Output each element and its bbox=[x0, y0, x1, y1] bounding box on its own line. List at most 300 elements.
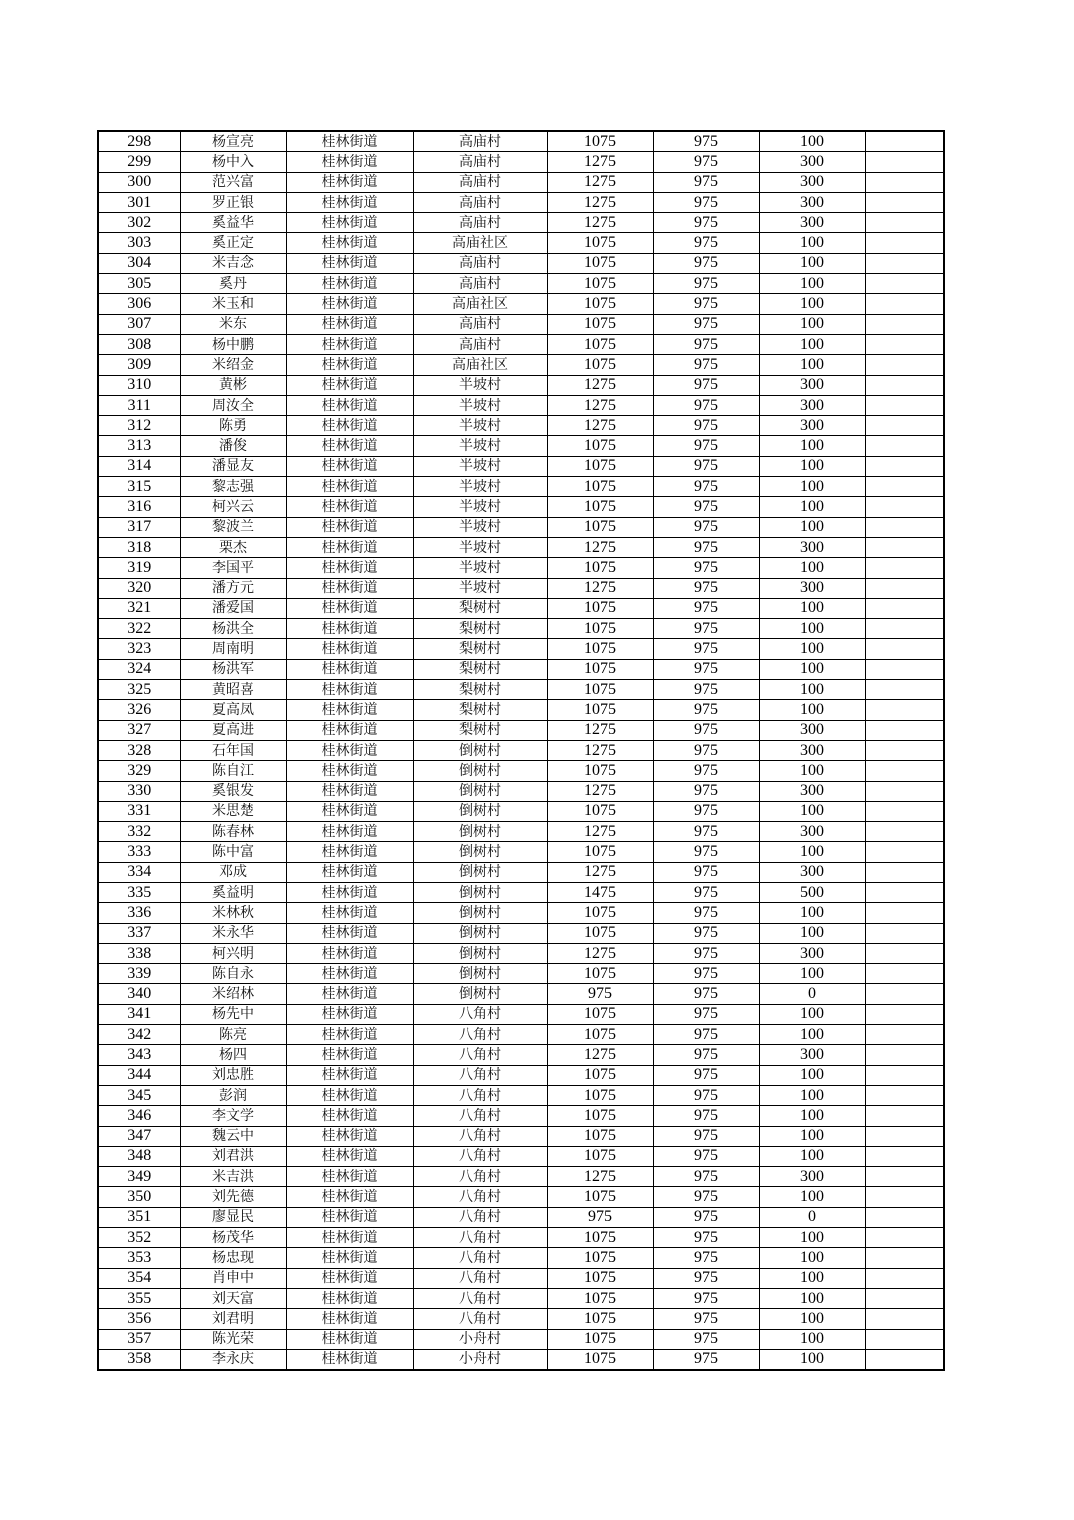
table-row bbox=[98, 1004, 944, 1024]
remark-cell bbox=[865, 1288, 944, 1308]
name-cell: 杨四 bbox=[180, 1045, 286, 1065]
base-amount-cell: 975 bbox=[653, 558, 759, 578]
difference-cell: 300 bbox=[759, 1167, 865, 1187]
name-cell: 柯兴明 bbox=[180, 943, 286, 963]
difference-cell: 300 bbox=[759, 822, 865, 842]
table-row bbox=[98, 253, 944, 273]
base-amount-cell: 975 bbox=[653, 355, 759, 375]
name-cell: 李国平 bbox=[180, 558, 286, 578]
name-cell: 杨宣亮 bbox=[180, 131, 286, 152]
subdistrict-cell: 桂林街道 bbox=[286, 416, 413, 436]
base-amount-cell: 975 bbox=[653, 213, 759, 233]
base-amount-cell: 975 bbox=[653, 375, 759, 395]
subdistrict-cell: 桂林街道 bbox=[286, 1126, 413, 1146]
remark-cell bbox=[865, 334, 944, 354]
name-cell: 奚银发 bbox=[180, 781, 286, 801]
remark-cell bbox=[865, 233, 944, 253]
subdistrict-cell: 桂林街道 bbox=[286, 131, 413, 152]
subdistrict-cell: 桂林街道 bbox=[286, 964, 413, 984]
row-number-cell: 325 bbox=[98, 680, 180, 700]
name-cell: 李永庆 bbox=[180, 1349, 286, 1370]
difference-cell: 100 bbox=[759, 1268, 865, 1288]
village-cell: 倒树村 bbox=[413, 842, 547, 862]
row-number-cell: 298 bbox=[98, 131, 180, 152]
amount-cell: 1275 bbox=[547, 862, 653, 882]
name-cell: 杨忠现 bbox=[180, 1248, 286, 1268]
row-number-cell: 353 bbox=[98, 1248, 180, 1268]
subdistrict-cell: 桂林街道 bbox=[286, 456, 413, 476]
remark-cell bbox=[865, 314, 944, 334]
difference-cell: 500 bbox=[759, 882, 865, 902]
base-amount-cell: 975 bbox=[653, 172, 759, 192]
row-number-cell: 344 bbox=[98, 1065, 180, 1085]
amount-cell: 1075 bbox=[547, 517, 653, 537]
remark-cell bbox=[865, 1146, 944, 1166]
base-amount-cell: 975 bbox=[653, 1288, 759, 1308]
row-number-cell: 317 bbox=[98, 517, 180, 537]
remark-cell bbox=[865, 659, 944, 679]
name-cell: 奚益华 bbox=[180, 213, 286, 233]
subdistrict-cell: 桂林街道 bbox=[286, 334, 413, 354]
difference-cell: 100 bbox=[759, 1065, 865, 1085]
subdistrict-cell: 桂林街道 bbox=[286, 1329, 413, 1349]
table-row bbox=[98, 1288, 944, 1308]
table-row bbox=[98, 1085, 944, 1105]
base-amount-cell: 975 bbox=[653, 903, 759, 923]
name-cell: 黄昭喜 bbox=[180, 680, 286, 700]
difference-cell: 300 bbox=[759, 781, 865, 801]
row-number-cell: 310 bbox=[98, 375, 180, 395]
base-amount-cell: 975 bbox=[653, 740, 759, 760]
amount-cell: 1275 bbox=[547, 375, 653, 395]
subdistrict-cell: 桂林街道 bbox=[286, 984, 413, 1004]
remark-cell bbox=[865, 1228, 944, 1248]
difference-cell: 100 bbox=[759, 1187, 865, 1207]
remark-cell bbox=[865, 740, 944, 760]
amount-cell: 1075 bbox=[547, 639, 653, 659]
difference-cell: 100 bbox=[759, 1349, 865, 1370]
row-number-cell: 304 bbox=[98, 253, 180, 273]
subdistrict-cell: 桂林街道 bbox=[286, 781, 413, 801]
difference-cell: 100 bbox=[759, 1329, 865, 1349]
village-cell: 半坡村 bbox=[413, 537, 547, 557]
difference-cell: 100 bbox=[759, 456, 865, 476]
table-row bbox=[98, 1248, 944, 1268]
difference-cell: 100 bbox=[759, 619, 865, 639]
table-row bbox=[98, 395, 944, 415]
village-cell: 半坡村 bbox=[413, 375, 547, 395]
table-row bbox=[98, 375, 944, 395]
table-row bbox=[98, 192, 944, 212]
village-cell: 高庙社区 bbox=[413, 355, 547, 375]
name-cell: 杨洪全 bbox=[180, 619, 286, 639]
row-number-cell: 328 bbox=[98, 740, 180, 760]
base-amount-cell: 975 bbox=[653, 334, 759, 354]
amount-cell: 1075 bbox=[547, 131, 653, 152]
remark-cell bbox=[865, 1268, 944, 1288]
village-cell: 倒树村 bbox=[413, 822, 547, 842]
base-amount-cell: 975 bbox=[653, 294, 759, 314]
village-cell: 倒树村 bbox=[413, 862, 547, 882]
remark-cell bbox=[865, 192, 944, 212]
remark-cell bbox=[865, 862, 944, 882]
name-cell: 米吉洪 bbox=[180, 1167, 286, 1187]
difference-cell: 100 bbox=[759, 294, 865, 314]
base-amount-cell: 975 bbox=[653, 639, 759, 659]
remark-cell bbox=[865, 1045, 944, 1065]
village-cell: 倒树村 bbox=[413, 903, 547, 923]
amount-cell: 1275 bbox=[547, 578, 653, 598]
base-amount-cell: 975 bbox=[653, 801, 759, 821]
amount-cell: 1075 bbox=[547, 1349, 653, 1370]
name-cell: 奚益明 bbox=[180, 882, 286, 902]
table-row bbox=[98, 213, 944, 233]
subdistrict-cell: 桂林街道 bbox=[286, 355, 413, 375]
village-cell: 倒树村 bbox=[413, 964, 547, 984]
base-amount-cell: 975 bbox=[653, 964, 759, 984]
village-cell: 倒树村 bbox=[413, 761, 547, 781]
village-cell: 高庙村 bbox=[413, 131, 547, 152]
table-row bbox=[98, 477, 944, 497]
amount-cell: 1075 bbox=[547, 456, 653, 476]
table-row bbox=[98, 1349, 944, 1370]
amount-cell: 1075 bbox=[547, 923, 653, 943]
table-row bbox=[98, 1045, 944, 1065]
village-cell: 八角村 bbox=[413, 1187, 547, 1207]
village-cell: 小舟村 bbox=[413, 1349, 547, 1370]
amount-cell: 1075 bbox=[547, 598, 653, 618]
base-amount-cell: 975 bbox=[653, 497, 759, 517]
amount-cell: 1275 bbox=[547, 213, 653, 233]
difference-cell: 100 bbox=[759, 1146, 865, 1166]
row-number-cell: 333 bbox=[98, 842, 180, 862]
row-number-cell: 340 bbox=[98, 984, 180, 1004]
subdistrict-cell: 桂林街道 bbox=[286, 639, 413, 659]
village-cell: 半坡村 bbox=[413, 497, 547, 517]
difference-cell: 100 bbox=[759, 314, 865, 334]
difference-cell: 300 bbox=[759, 720, 865, 740]
table-row bbox=[98, 1228, 944, 1248]
village-cell: 八角村 bbox=[413, 1207, 547, 1227]
table-row bbox=[98, 801, 944, 821]
base-amount-cell: 975 bbox=[653, 1167, 759, 1187]
difference-cell: 100 bbox=[759, 842, 865, 862]
table-row bbox=[98, 436, 944, 456]
amount-cell: 1075 bbox=[547, 1309, 653, 1329]
difference-cell: 100 bbox=[759, 659, 865, 679]
name-cell: 肖申中 bbox=[180, 1268, 286, 1288]
name-cell: 陈亮 bbox=[180, 1025, 286, 1045]
difference-cell: 300 bbox=[759, 375, 865, 395]
village-cell: 梨树村 bbox=[413, 720, 547, 740]
base-amount-cell: 975 bbox=[653, 1126, 759, 1146]
amount-cell: 1275 bbox=[547, 537, 653, 557]
amount-cell: 1075 bbox=[547, 700, 653, 720]
base-amount-cell: 975 bbox=[653, 1025, 759, 1045]
subdistrict-cell: 桂林街道 bbox=[286, 882, 413, 902]
table-row bbox=[98, 619, 944, 639]
table-row bbox=[98, 639, 944, 659]
remark-cell bbox=[865, 1248, 944, 1268]
amount-cell: 1275 bbox=[547, 822, 653, 842]
difference-cell: 100 bbox=[759, 903, 865, 923]
amount-cell: 1275 bbox=[547, 1167, 653, 1187]
name-cell: 杨中入 bbox=[180, 152, 286, 172]
difference-cell: 100 bbox=[759, 1085, 865, 1105]
name-cell: 奚正定 bbox=[180, 233, 286, 253]
difference-cell: 300 bbox=[759, 578, 865, 598]
name-cell: 陈中富 bbox=[180, 842, 286, 862]
subdistrict-cell: 桂林街道 bbox=[286, 862, 413, 882]
subdistrict-cell: 桂林街道 bbox=[286, 1085, 413, 1105]
difference-cell: 100 bbox=[759, 801, 865, 821]
village-cell: 倒树村 bbox=[413, 781, 547, 801]
row-number-cell: 342 bbox=[98, 1025, 180, 1045]
name-cell: 柯兴云 bbox=[180, 497, 286, 517]
village-cell: 高庙村 bbox=[413, 314, 547, 334]
base-amount-cell: 975 bbox=[653, 720, 759, 740]
village-cell: 高庙村 bbox=[413, 213, 547, 233]
row-number-cell: 343 bbox=[98, 1045, 180, 1065]
table-row bbox=[98, 1106, 944, 1126]
subdistrict-cell: 桂林街道 bbox=[286, 1025, 413, 1045]
amount-cell: 1275 bbox=[547, 1045, 653, 1065]
remark-cell bbox=[865, 1329, 944, 1349]
table-row bbox=[98, 943, 944, 963]
name-cell: 米东 bbox=[180, 314, 286, 334]
table-row bbox=[98, 700, 944, 720]
table-row bbox=[98, 720, 944, 740]
remark-cell bbox=[865, 639, 944, 659]
name-cell: 刘君洪 bbox=[180, 1146, 286, 1166]
village-cell: 梨树村 bbox=[413, 639, 547, 659]
subdistrict-cell: 桂林街道 bbox=[286, 842, 413, 862]
amount-cell: 1075 bbox=[547, 314, 653, 334]
amount-cell: 1275 bbox=[547, 395, 653, 415]
row-number-cell: 352 bbox=[98, 1228, 180, 1248]
subdistrict-cell: 桂林街道 bbox=[286, 1248, 413, 1268]
base-amount-cell: 975 bbox=[653, 862, 759, 882]
row-number-cell: 338 bbox=[98, 943, 180, 963]
base-amount-cell: 975 bbox=[653, 192, 759, 212]
remark-cell bbox=[865, 274, 944, 294]
village-cell: 半坡村 bbox=[413, 517, 547, 537]
village-cell: 八角村 bbox=[413, 1288, 547, 1308]
table-row bbox=[98, 274, 944, 294]
difference-cell: 300 bbox=[759, 152, 865, 172]
remark-cell bbox=[865, 517, 944, 537]
row-number-cell: 354 bbox=[98, 1268, 180, 1288]
table-row bbox=[98, 334, 944, 354]
table-body bbox=[98, 131, 944, 1370]
row-number-cell: 327 bbox=[98, 720, 180, 740]
table-row bbox=[98, 984, 944, 1004]
name-cell: 罗正银 bbox=[180, 192, 286, 212]
village-cell: 梨树村 bbox=[413, 598, 547, 618]
remark-cell bbox=[865, 903, 944, 923]
name-cell: 夏高凤 bbox=[180, 700, 286, 720]
village-cell: 倒树村 bbox=[413, 882, 547, 902]
row-number-cell: 336 bbox=[98, 903, 180, 923]
base-amount-cell: 975 bbox=[653, 233, 759, 253]
difference-cell: 300 bbox=[759, 862, 865, 882]
base-amount-cell: 975 bbox=[653, 700, 759, 720]
row-number-cell: 349 bbox=[98, 1167, 180, 1187]
table-row bbox=[98, 659, 944, 679]
name-cell: 米林秋 bbox=[180, 903, 286, 923]
difference-cell: 300 bbox=[759, 740, 865, 760]
row-number-cell: 318 bbox=[98, 537, 180, 557]
table-row bbox=[98, 781, 944, 801]
row-number-cell: 302 bbox=[98, 213, 180, 233]
table-row bbox=[98, 598, 944, 618]
amount-cell: 1275 bbox=[547, 152, 653, 172]
village-cell: 半坡村 bbox=[413, 558, 547, 578]
base-amount-cell: 975 bbox=[653, 659, 759, 679]
difference-cell: 100 bbox=[759, 334, 865, 354]
data-sheet bbox=[97, 130, 943, 1371]
difference-cell: 100 bbox=[759, 1248, 865, 1268]
subdistrict-cell: 桂林街道 bbox=[286, 1167, 413, 1187]
name-cell: 陈自江 bbox=[180, 761, 286, 781]
name-cell: 魏云中 bbox=[180, 1126, 286, 1146]
village-cell: 倒树村 bbox=[413, 923, 547, 943]
village-cell: 八角村 bbox=[413, 1065, 547, 1085]
village-cell: 半坡村 bbox=[413, 436, 547, 456]
base-amount-cell: 975 bbox=[653, 822, 759, 842]
name-cell: 黎波兰 bbox=[180, 517, 286, 537]
amount-cell: 1075 bbox=[547, 233, 653, 253]
amount-cell: 1075 bbox=[547, 1228, 653, 1248]
amount-cell: 1075 bbox=[547, 274, 653, 294]
name-cell: 奚丹 bbox=[180, 274, 286, 294]
base-amount-cell: 975 bbox=[653, 517, 759, 537]
amount-cell: 1075 bbox=[547, 761, 653, 781]
name-cell: 邓成 bbox=[180, 862, 286, 882]
subdistrict-cell: 桂林街道 bbox=[286, 1268, 413, 1288]
base-amount-cell: 975 bbox=[653, 680, 759, 700]
row-number-cell: 301 bbox=[98, 192, 180, 212]
name-cell: 周南明 bbox=[180, 639, 286, 659]
name-cell: 陈光荣 bbox=[180, 1329, 286, 1349]
base-amount-cell: 975 bbox=[653, 1248, 759, 1268]
amount-cell: 1075 bbox=[547, 1248, 653, 1268]
subdistrict-cell: 桂林街道 bbox=[286, 152, 413, 172]
remark-cell bbox=[865, 1187, 944, 1207]
subdistrict-cell: 桂林街道 bbox=[286, 1045, 413, 1065]
base-amount-cell: 975 bbox=[653, 152, 759, 172]
table-row bbox=[98, 233, 944, 253]
base-amount-cell: 975 bbox=[653, 131, 759, 152]
remark-cell bbox=[865, 1106, 944, 1126]
difference-cell: 300 bbox=[759, 172, 865, 192]
row-number-cell: 337 bbox=[98, 923, 180, 943]
row-number-cell: 357 bbox=[98, 1329, 180, 1349]
row-number-cell: 351 bbox=[98, 1207, 180, 1227]
base-amount-cell: 975 bbox=[653, 1085, 759, 1105]
row-number-cell: 324 bbox=[98, 659, 180, 679]
subdistrict-cell: 桂林街道 bbox=[286, 801, 413, 821]
row-number-cell: 313 bbox=[98, 436, 180, 456]
remark-cell bbox=[865, 964, 944, 984]
name-cell: 夏高进 bbox=[180, 720, 286, 740]
name-cell: 刘先德 bbox=[180, 1187, 286, 1207]
difference-cell: 300 bbox=[759, 213, 865, 233]
row-number-cell: 335 bbox=[98, 882, 180, 902]
row-number-cell: 332 bbox=[98, 822, 180, 842]
name-cell: 杨中鹏 bbox=[180, 334, 286, 354]
subdistrict-cell: 桂林街道 bbox=[286, 1187, 413, 1207]
amount-cell: 1075 bbox=[547, 1187, 653, 1207]
remark-cell bbox=[865, 537, 944, 557]
village-cell: 高庙村 bbox=[413, 334, 547, 354]
base-amount-cell: 975 bbox=[653, 416, 759, 436]
table-row bbox=[98, 1065, 944, 1085]
subdistrict-cell: 桂林街道 bbox=[286, 294, 413, 314]
remark-cell bbox=[865, 1085, 944, 1105]
name-cell: 米绍金 bbox=[180, 355, 286, 375]
amount-cell: 1075 bbox=[547, 1146, 653, 1166]
name-cell: 石年国 bbox=[180, 740, 286, 760]
table-row bbox=[98, 1268, 944, 1288]
base-amount-cell: 975 bbox=[653, 1045, 759, 1065]
amount-cell: 1075 bbox=[547, 1106, 653, 1126]
row-number-cell: 312 bbox=[98, 416, 180, 436]
name-cell: 杨茂华 bbox=[180, 1228, 286, 1248]
amount-cell: 1075 bbox=[547, 680, 653, 700]
subdistrict-cell: 桂林街道 bbox=[286, 1349, 413, 1370]
subdistrict-cell: 桂林街道 bbox=[286, 517, 413, 537]
row-number-cell: 341 bbox=[98, 1004, 180, 1024]
table-row bbox=[98, 355, 944, 375]
name-cell: 米玉和 bbox=[180, 294, 286, 314]
name-cell: 潘方元 bbox=[180, 578, 286, 598]
table-row bbox=[98, 558, 944, 578]
amount-cell: 1075 bbox=[547, 903, 653, 923]
record-table bbox=[97, 130, 945, 1371]
difference-cell: 100 bbox=[759, 131, 865, 152]
subdistrict-cell: 桂林街道 bbox=[286, 537, 413, 557]
table-row bbox=[98, 314, 944, 334]
village-cell: 八角村 bbox=[413, 1045, 547, 1065]
remark-cell bbox=[865, 984, 944, 1004]
table-row bbox=[98, 1207, 944, 1227]
table-row bbox=[98, 761, 944, 781]
village-cell: 梨树村 bbox=[413, 700, 547, 720]
village-cell: 高庙村 bbox=[413, 253, 547, 273]
remark-cell bbox=[865, 1004, 944, 1024]
remark-cell bbox=[865, 1207, 944, 1227]
row-number-cell: 315 bbox=[98, 477, 180, 497]
remark-cell bbox=[865, 680, 944, 700]
subdistrict-cell: 桂林街道 bbox=[286, 558, 413, 578]
row-number-cell: 309 bbox=[98, 355, 180, 375]
amount-cell: 1475 bbox=[547, 882, 653, 902]
base-amount-cell: 975 bbox=[653, 923, 759, 943]
subdistrict-cell: 桂林街道 bbox=[286, 1146, 413, 1166]
base-amount-cell: 975 bbox=[653, 1309, 759, 1329]
amount-cell: 1075 bbox=[547, 1268, 653, 1288]
name-cell: 刘忠胜 bbox=[180, 1065, 286, 1085]
amount-cell: 1275 bbox=[547, 740, 653, 760]
row-number-cell: 303 bbox=[98, 233, 180, 253]
amount-cell: 1075 bbox=[547, 1085, 653, 1105]
subdistrict-cell: 桂林街道 bbox=[286, 923, 413, 943]
subdistrict-cell: 桂林街道 bbox=[286, 497, 413, 517]
difference-cell: 300 bbox=[759, 537, 865, 557]
amount-cell: 1075 bbox=[547, 477, 653, 497]
base-amount-cell: 975 bbox=[653, 395, 759, 415]
